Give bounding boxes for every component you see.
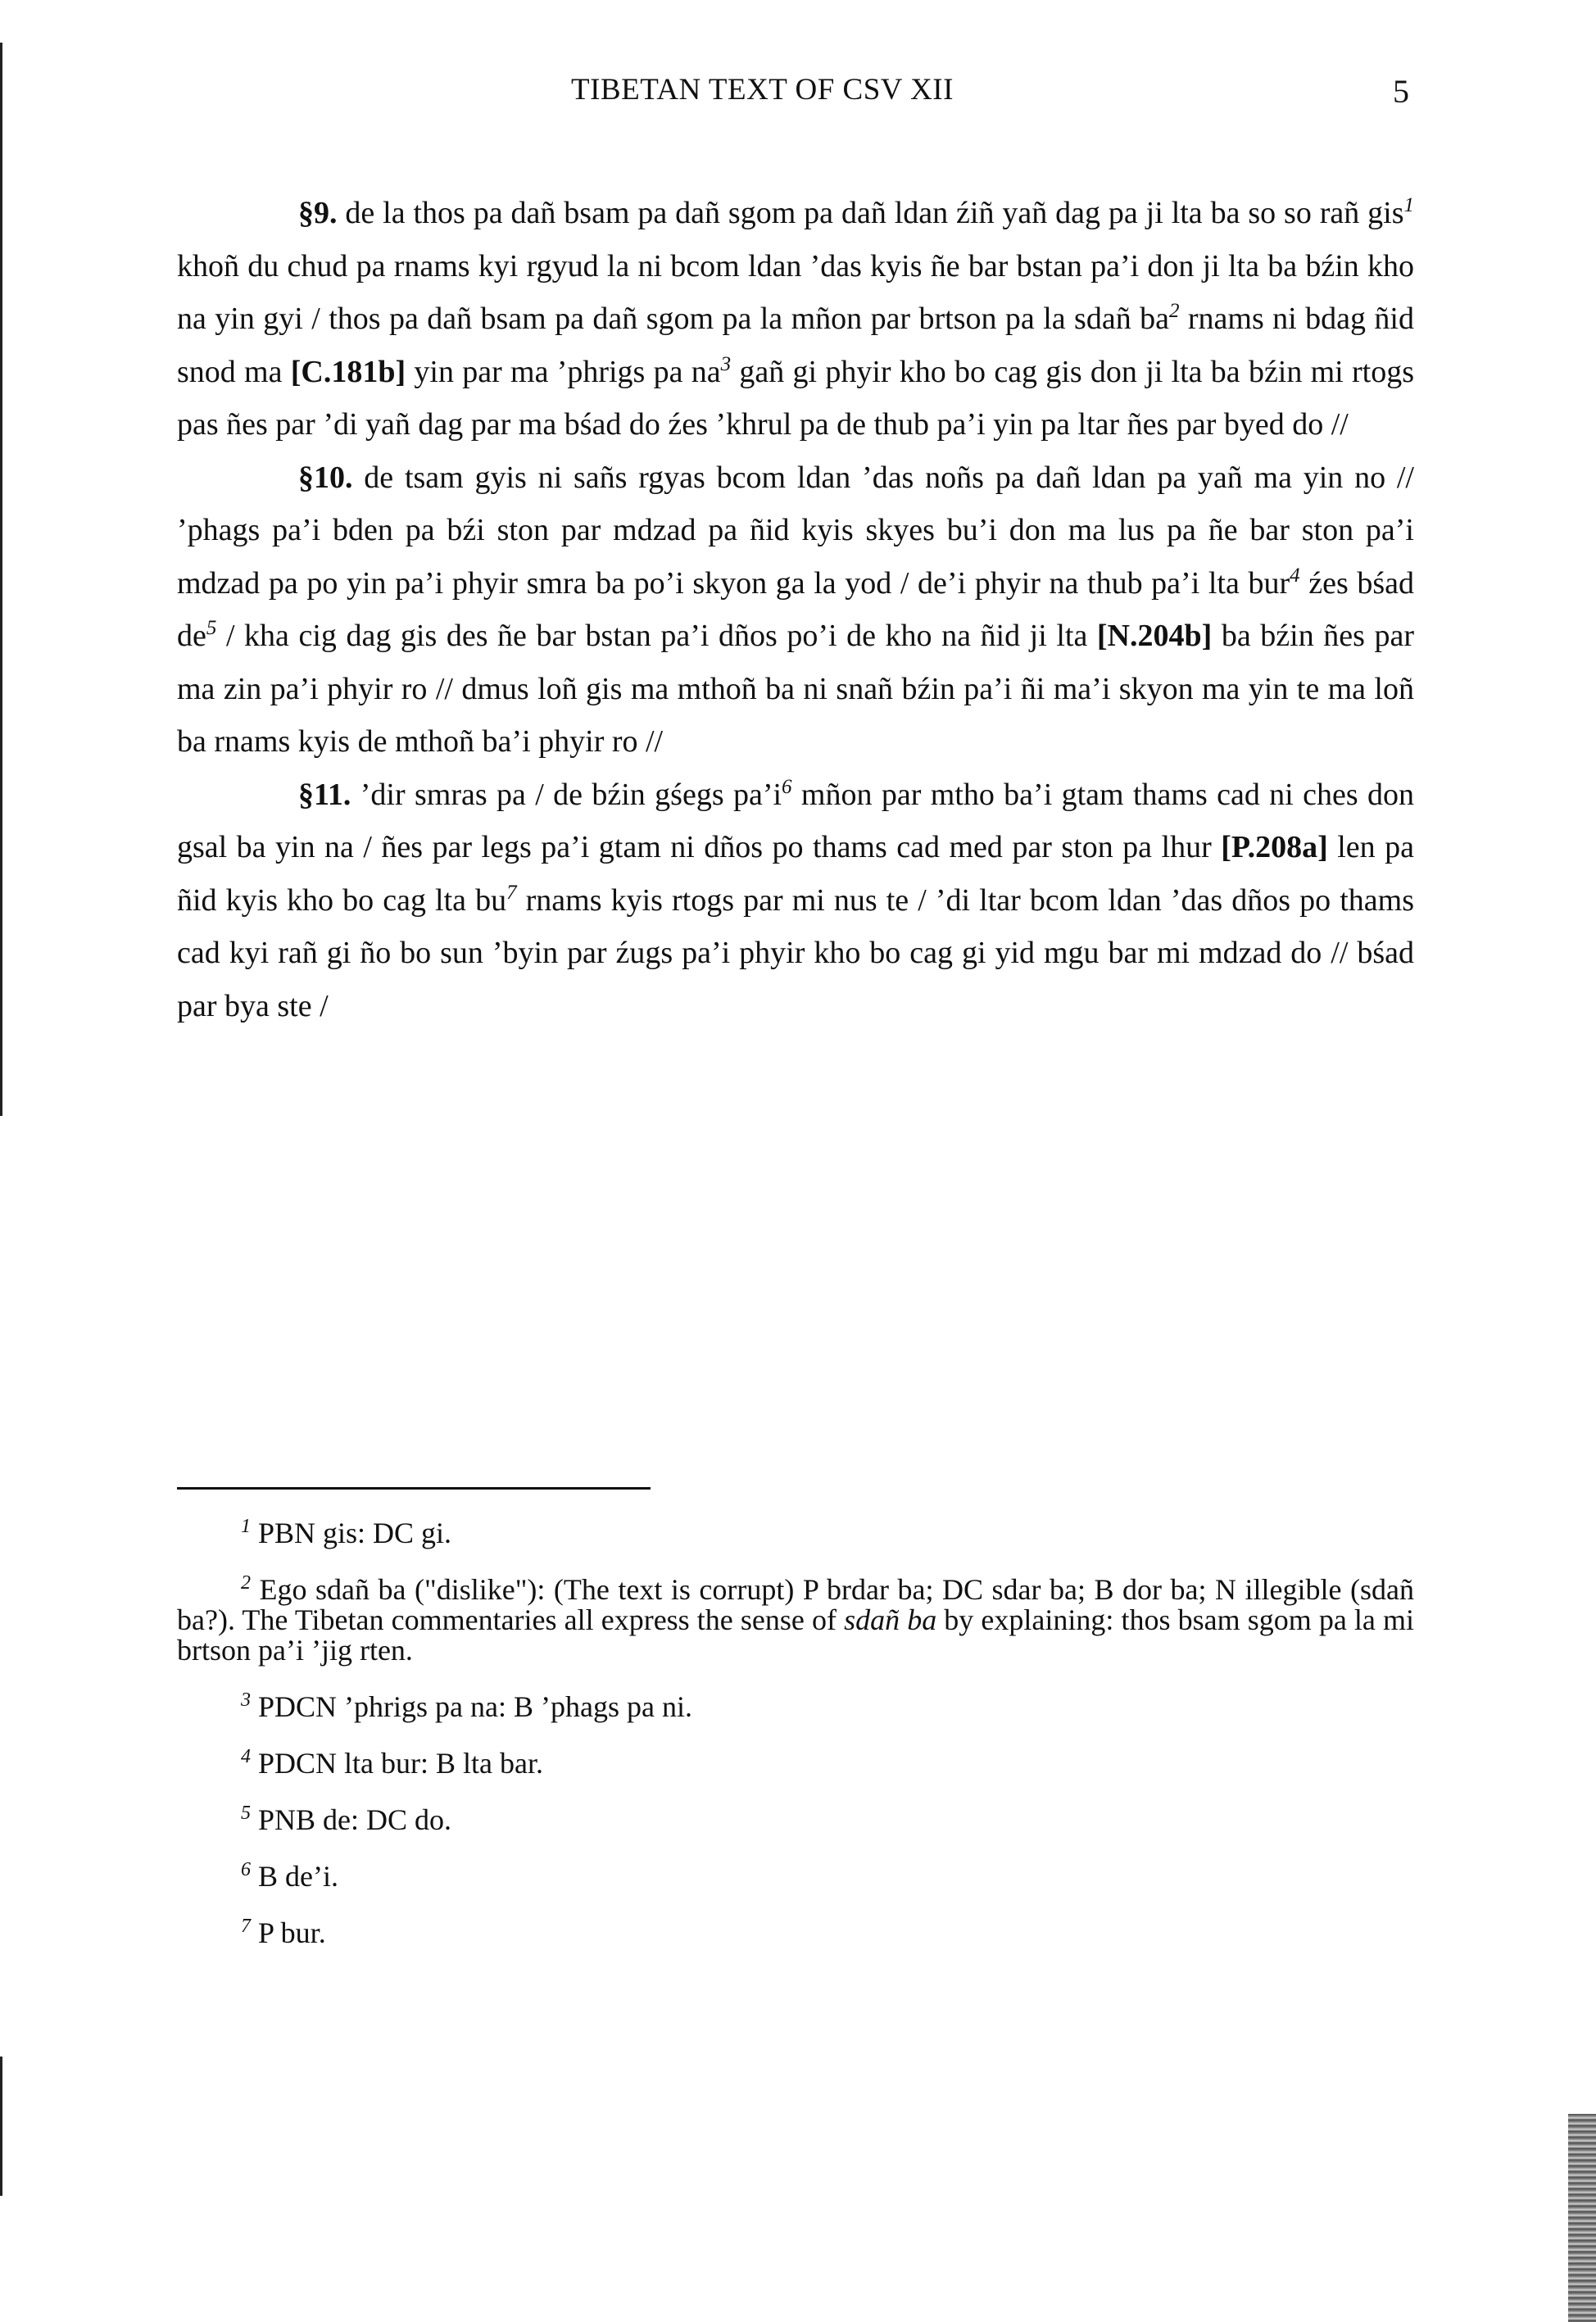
footnote-number: 6 xyxy=(241,1859,251,1880)
page-number: 5 xyxy=(1393,73,1409,110)
body-text xyxy=(177,187,1414,1032)
section-number: §9. xyxy=(298,196,338,230)
text-segment: de la thos pa dañ bsam pa dañ sgom pa dañ ldan źiñ yañ dag pa ji lta ba so so rañ gis xyxy=(337,196,1404,230)
footnote-number: 5 xyxy=(241,1803,251,1824)
footnote-5 xyxy=(177,1805,1414,1835)
footnote-text: PNB de: DC do. xyxy=(258,1803,452,1836)
footnote-marker: 5 xyxy=(206,617,217,639)
footnote-marker: 2 xyxy=(1168,300,1180,322)
scan-edge-left-lower xyxy=(0,2057,2,2196)
footnote-text: Ego sdañ ba ("dislike"): (The text is corrupt) P brdar ba; DC sdar ba; B dor ba; N illegible (sdañ ba?). The Tibetan commentaries all express the sense of xyxy=(177,1573,1414,1636)
text-segment: rnams ni bdag ñid snod ma xyxy=(177,302,1414,389)
text-segment: gañ gi phyir kho bo cag gis don ji lta ba bźin mi rtogs pas ñes par ’di yañ dag par ma bśad do źes ’khrul pa de thub pa’i yin pa ltar ñes par byed do // xyxy=(177,354,1415,442)
section-number: §11. xyxy=(298,777,351,812)
text-segment: len pa ñid kyis kho bo cag lta bu xyxy=(177,830,1414,918)
footnote-text: PDCN lta bur: B lta bar. xyxy=(258,1747,543,1780)
text-segment: mñon par mtho ba’i gtam thams cad ni ches don gsal ba yin na / ñes par legs pa’i gtam ni dños po thams cad med par ston pa lhur xyxy=(177,777,1414,864)
text-segment: yin par ma ’phrigs pa na xyxy=(406,354,721,389)
running-title: TIBETAN TEXT OF CSV XII xyxy=(571,73,954,107)
footnote-text: P bur. xyxy=(258,1916,326,1949)
folio-reference: [C.181b] xyxy=(290,354,406,389)
footnote-marker: 1 xyxy=(1403,194,1414,216)
footnote-marker: 4 xyxy=(1290,564,1300,587)
footnote-number: 7 xyxy=(241,1916,251,1937)
text-segment: de tsam gyis ni sañs rgyas bcom ldan ’das noñs pa dañ ldan pa yañ ma yin no // ’phags pa’i bden pa bźi ston par mdzad pa ñid kyis skyes bu’i don ma lus pa ñe bar ston pa’i mdzad pa po yin pa’i phyir smra ba po’i skyon ga la yod / de’i phyir na thub pa’i lta bur xyxy=(177,460,1414,601)
footnote-marker: 7 xyxy=(506,881,517,904)
footnote-6 xyxy=(177,1859,1414,1893)
text-segment: / kha cig dag gis des ñe bar bstan pa’i dños po’i de kho na ñid ji lta xyxy=(216,619,1097,653)
footnote-text: by explaining: thos bsam sgom pa la mi brtson pa’i ’jig rten. xyxy=(177,1603,1414,1667)
footnote-number: 3 xyxy=(241,1689,251,1711)
footnote-2 xyxy=(177,1572,1414,1667)
footnote-italic-term: sdañ ba xyxy=(844,1603,937,1636)
footnote-number: 1 xyxy=(241,1516,251,1537)
paragraph-9 xyxy=(177,187,1414,451)
text-segment: ’dir smras pa / de bźin gśegs pa’i xyxy=(351,777,782,812)
text-segment: źes bśad de xyxy=(177,565,1414,653)
footnote-4 xyxy=(177,1748,1414,1779)
footnote-marker: 3 xyxy=(720,352,732,375)
paragraph-10 xyxy=(177,451,1414,769)
footnote-3 xyxy=(177,1689,1414,1723)
folio-reference: [N.204b] xyxy=(1096,619,1213,653)
text-segment: ba bźin ñes par ma zin pa’i phyir ro // dmus loñ gis ma mthoñ ba ni snañ bźin pa’i ñi ma’i skyon ma yin te ma loñ ba rnams kyis de mthoñ ba’i phyir ro // xyxy=(177,619,1415,759)
text-segment: rnams kyis rtogs par mi nus te / ’di ltar bcom ldan ’das dños po thams cad kyi rañ gi ño bo sun ’byin par źugs pa’i phyir kho bo cag gi yid mgu bar mi mdzad do // bśad par bya ste / xyxy=(177,882,1414,1023)
footnote-7 xyxy=(177,1918,1414,1948)
folio-reference: [P.208a] xyxy=(1221,830,1328,864)
scan-edge-right xyxy=(1568,2114,1596,2322)
footnotes xyxy=(177,1518,1414,1975)
text-segment: khoñ du chud pa rnams kyi rgyud la ni bcom ldan ’das kyis ñe bar bstan pa’i don ji lta ba bźin kho na yin gyi / thos pa dañ bsam pa dañ sgom pa la mñon par brtson pa la sdañ ba xyxy=(177,248,1414,336)
footnote-text: PBN gis: DC gi. xyxy=(258,1517,452,1549)
footnote-number: 4 xyxy=(241,1746,251,1767)
section-number: §10. xyxy=(298,460,353,495)
footnote-1 xyxy=(177,1518,1414,1549)
footnote-number: 2 xyxy=(241,1572,251,1594)
footnote-text: PDCN ’phrigs pa na: B ’phags pa ni. xyxy=(258,1690,692,1723)
footnote-text: B de’i. xyxy=(258,1860,338,1893)
paragraph-11 xyxy=(177,769,1414,1033)
scan-edge-left xyxy=(0,43,2,1116)
footnote-marker: 6 xyxy=(782,775,792,798)
footnote-rule xyxy=(177,1487,651,1490)
